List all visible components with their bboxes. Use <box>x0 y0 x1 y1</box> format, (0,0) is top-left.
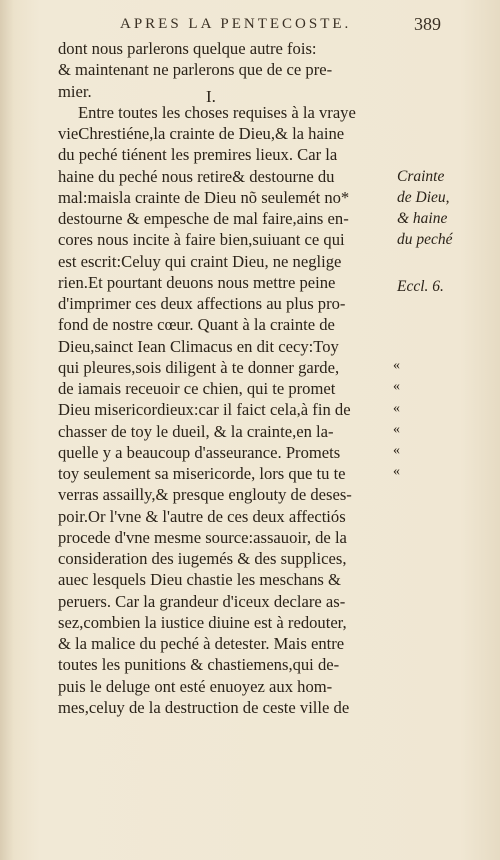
text-line: mes,celuy de la destruction de ceste ville de <box>58 697 350 717</box>
text-line: peruers. Car la grandeur d'iceux declare as- <box>58 591 346 611</box>
text-line: & maintenant ne parlerons que de ce pre- <box>58 60 333 80</box>
running-title: APRES LA PENTECOSTE. <box>120 16 352 32</box>
text-line: rien.Et pourtant deuons nous mettre peine <box>58 272 336 292</box>
text-line: qui pleures,sois diligent à te donner garde, <box>58 357 340 377</box>
marginal-note-crainte <box>397 166 453 250</box>
text-line: chasser de toy le dueil, & la crainte,en la- <box>58 421 334 441</box>
text-line: mal:maisla crainte de Dieu nõ seulemét no* <box>58 187 350 207</box>
text-line: destourne & empesche de mal faire,ains en- <box>58 209 349 228</box>
body-text <box>58 38 390 718</box>
quotation-mark: « <box>393 358 400 373</box>
text-line: de iamais receuoir ce chien, qui te promet <box>58 379 336 398</box>
text-line: procede d'vne mesme source:assauoir, de la <box>58 527 347 547</box>
text-line: puis le deluge ont esté enuoyez aux hom- <box>58 676 333 696</box>
marginal-note-line: du peché <box>397 231 453 248</box>
quotation-mark: « <box>393 464 400 480</box>
marginal-reference <box>397 276 444 297</box>
text-line: Entre toutes les choses requises à la vraye <box>78 102 356 122</box>
text-line: vieChrestiéne,la crainte de Dieu,& la haine <box>58 124 345 143</box>
quotation-mark: « <box>393 421 400 437</box>
text-line: auec lesquels Dieu chastie les meschans & <box>58 570 341 590</box>
text-line: du peché tiénent les premires lieux. Car la <box>58 145 338 165</box>
text-line: est escrit:Celuy qui craint Dieu, ne neglige <box>58 251 342 271</box>
section-number: I. <box>206 87 216 106</box>
quotation-marks-column <box>393 355 400 483</box>
text-line: haine du peché nous retire& destourne du <box>58 166 335 186</box>
text-line: poir.Or l'vne & l'autre de ces deux affectiós <box>58 506 346 526</box>
text-line: mier. <box>58 81 92 101</box>
text-line: quelle y a beaucoup d'asseurance. Promets <box>58 442 341 462</box>
running-head <box>0 16 500 36</box>
text-line: consideration des iugemés & des supplices, <box>58 549 347 568</box>
marginal-note-line: de Dieu, <box>397 189 450 206</box>
page-number: 389 <box>414 14 441 34</box>
quotation-mark: « <box>393 379 400 395</box>
text-line: verras assailly,& presque englouty de deses- <box>58 485 352 505</box>
marginal-reference-text: Eccl. 6. <box>397 278 444 295</box>
quotation-mark: « <box>393 400 400 416</box>
text-line: fond de nostre cœur. Quant à la crainte de <box>58 315 335 335</box>
text-line: toutes les punitions & chastiemens,qui de- <box>58 655 340 675</box>
text-line: dont nous parlerons quelque autre fois: <box>58 39 317 58</box>
quotation-mark: « <box>393 443 400 458</box>
text-line: Dieu misericordieux:car il faict cela,à fin de <box>58 400 351 420</box>
text-line: Dieu,sainct Iean Climacus en dit cecy:Toy <box>58 336 339 356</box>
text-line: & la malice du peché à detester. Mais entre <box>58 634 345 653</box>
text-line: d'imprimer ces deux affections au plus pro- <box>58 294 346 313</box>
marginal-note-line: & haine <box>397 210 448 227</box>
text-line: toy seulement sa misericorde, lors que tu te <box>58 464 346 483</box>
marginal-note-line: Crainte <box>397 168 445 185</box>
text-line: cores nous incite à faire bien,suiuant ce qui <box>58 230 345 250</box>
text-line: sez,combien la iustice diuine est à redouter, <box>58 612 347 632</box>
